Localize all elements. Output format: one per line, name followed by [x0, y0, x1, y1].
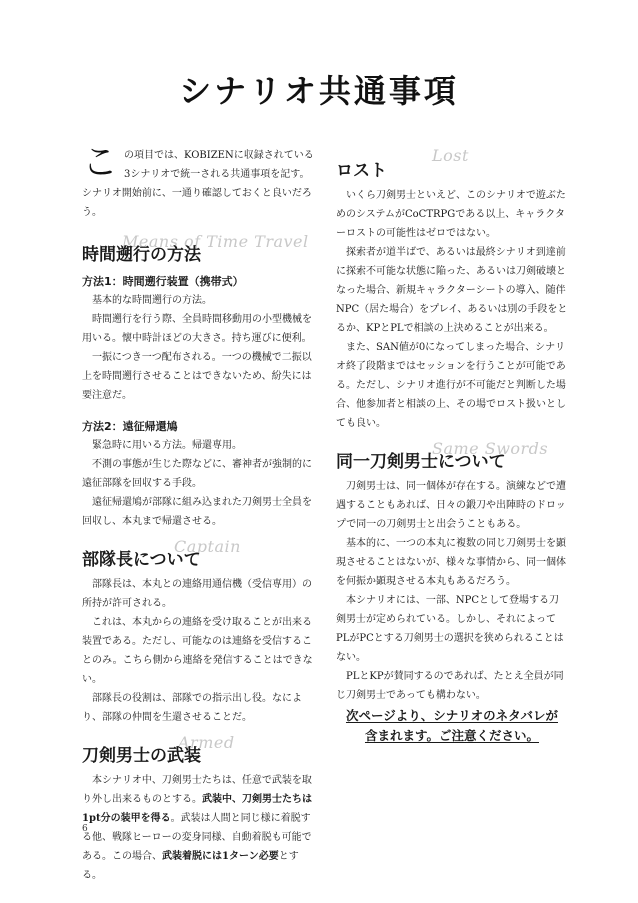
lost-paragraph: いくら刀剣男士といえど、このシナリオで遊ぶためのシステムがCoCTRPGである以上、キャラクターロストの可能性はゼロではない。 [336, 190, 566, 239]
armed-script-title: Armed [178, 733, 235, 752]
method1-paragraph: 一振につき一つ配布される。一つの機械で二振以上を時間遡行させることはできないため、紛失には要注意だ。 [82, 352, 312, 401]
method2-paragraph: 緊急時に用いる方法。帰還専用。 [92, 440, 242, 451]
lost-script-title: Lost [432, 146, 469, 165]
lost-heading: ロスト [336, 161, 387, 181]
method2-paragraph: 不測の事態が生じた際などに、審神者が強制的に遠征部隊を回収する手段。 [82, 459, 312, 489]
method1-title: 方法1：時間遡行装置（携帯式） [82, 275, 244, 288]
same-swords-paragraph: 基本的に、一つの本丸に複数の同じ刀剣男士を顕現させることはないが、様々な事情から、同一個体を何振か顕現させる本丸もあるだろう。 [336, 538, 566, 587]
intro-text: の項目では、KOBIZENに収録されている3シナリオで統一される共通事項を記す。シナリオ開始前に、一通り確認しておくと良いだろう。 [82, 150, 314, 218]
section-lost [336, 146, 568, 433]
section-same-swords [336, 439, 568, 705]
page-title: シナリオ共通事項 [179, 72, 459, 110]
armed-bold-text: 武装中、刀剣男士たちは1pt分の装甲を得る [82, 794, 312, 824]
same-swords-paragraph: 刀剣男士は、同一個体が存在する。演練などで遭遇することもあれば、日々の鍛刀や出陣時のドロップで同一の刀剣男士と出会うこともある。 [336, 481, 566, 530]
time-travel-heading: 時間遡行の方法 [82, 245, 201, 265]
captain-paragraph: 部隊長は、本丸との連絡用通信機（受信専用）の所持が許可される。 [82, 579, 312, 609]
same-swords-paragraph: PLとKPが賛同するのであれば、たとえ全員が同じ刀剣男士であっても構わない。 [336, 671, 564, 701]
method1-paragraph: 時間遡行を行う際、全員時間移動用の小型機械を用いる。懐中時計ほどの大きさ。持ち運びに便利。 [82, 314, 312, 344]
same-swords-heading: 同一刀剣男士について [336, 452, 506, 472]
spoiler-notice-line: 次ページより、シナリオのネタバレが [345, 708, 558, 723]
method2-paragraph: 遠征帰還鳩が部隊に組み込まれた刀剣男士全員を回収し、本丸まで帰還させる。 [82, 497, 312, 527]
armed-text: とする。 [82, 851, 299, 881]
same-swords-script-title: Same Swords [432, 439, 549, 458]
page-number: 6 [82, 824, 88, 834]
armed-paragraph [82, 771, 314, 885]
captain-heading: 部隊長について [82, 550, 201, 570]
left-column [82, 142, 314, 903]
captain-paragraph: これは、本丸からの連絡を受け取ることが出来る装置である。ただし、可能なのは連絡を受信することのみ。こちら側から連絡を発信することはできない。 [82, 617, 313, 685]
time-travel-script-title: Means of Time Travel [122, 232, 309, 251]
captain-script-title: Captain [174, 537, 241, 556]
lost-paragraph: また、SAN値が0になってしまった場合、シナリオ終了段階まではセッションを行うことが可能である。ただし、シナリオ進行が不可能だと判断した場合、他参加者と相談の上、その場でロスト扱いとしても良い。 [336, 342, 566, 429]
armed-text: 。武装は人間と同じ様に着脱する他、戦隊ヒーローの変身同様、自動着脱も可能である。この場合、 [82, 813, 312, 862]
method2-title: 方法2：遠征帰還鳩 [82, 420, 178, 433]
section-armed [82, 733, 314, 885]
armed-text: 本シナリオ中、刀剣男士たちは、任意で武装を取り外し出来るものとする。 [82, 775, 312, 805]
intro-dropcap: こ [82, 142, 119, 183]
intro [82, 142, 314, 222]
armed-heading: 刀剣男士の武装 [82, 746, 201, 766]
spoiler-notice-line: 含まれます。ご注意ください。 [364, 728, 539, 743]
right-column [336, 146, 568, 723]
captain-paragraph: 部隊長の役割は、部隊での指示出し役。なにより、部隊の仲間を生還させることだ。 [82, 693, 302, 723]
method1-paragraph: 基本的な時間遡行の方法。 [92, 295, 212, 306]
same-swords-paragraph: 本シナリオには、一部、NPCとして登場する刀剣男士が定められている。しかし、それによってPLがPCとする刀剣男士の選択を狭められることはない。 [336, 595, 564, 663]
spoiler-notice [336, 706, 568, 746]
lost-paragraph: 探索者が道半ばで、あるいは最終シナリオ到達前に探索不可能な状態に陥った、あるいは刀剣破壊となった場合、新規キャラクターシートの導入、随伴NPC（居た場合）をプレイ、あるいは別の手段をとるか、KPとPLで相談の上決めることが出来る。 [336, 247, 568, 334]
section-captain [82, 537, 314, 727]
armed-bold-text: 武装着脱には1ターン必要 [162, 851, 279, 862]
section-time-travel [82, 232, 314, 531]
